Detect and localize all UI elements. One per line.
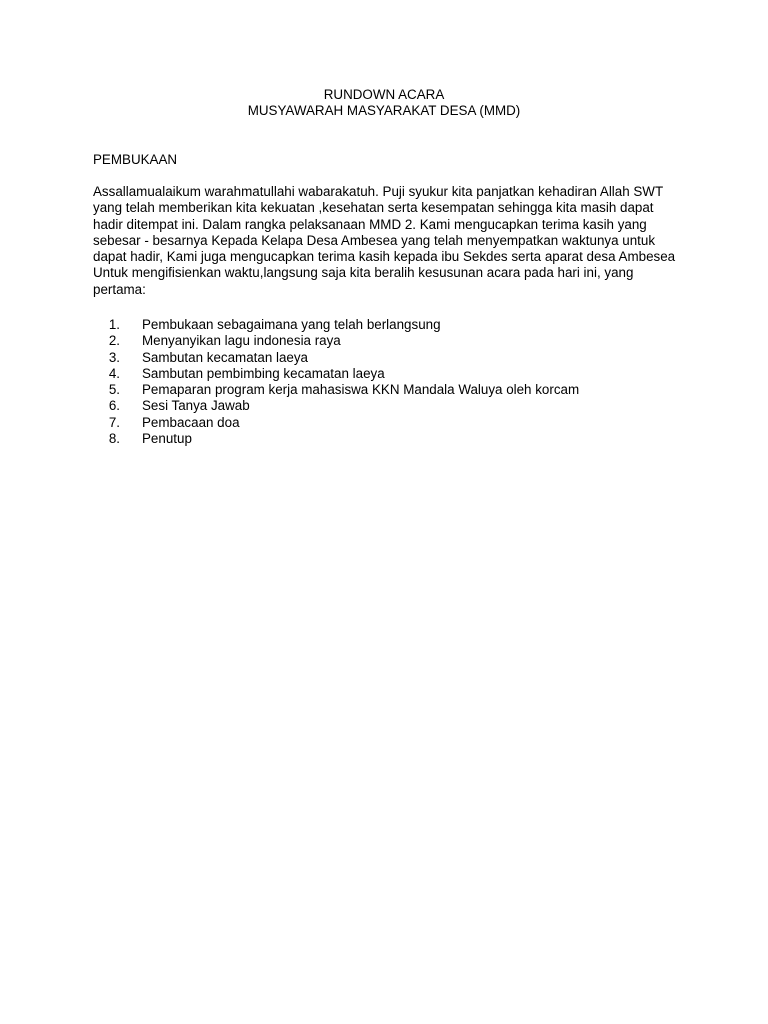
list-item-number: 3. <box>108 349 120 365</box>
paragraph-line: pertama: <box>93 281 146 297</box>
list-item-text: Menyanyikan lagu indonesia raya <box>142 333 341 349</box>
list-item-text: Penutup <box>142 431 192 447</box>
paragraph-line: dapat hadir, Kami juga mengucapkan terima kasih kepada ibu Sekdes serta aparat desa Ambesea <box>93 249 676 265</box>
list-item <box>93 398 579 414</box>
list-item-number: 6. <box>108 398 120 414</box>
list-item <box>93 382 579 398</box>
list-item <box>93 431 579 447</box>
list-item-number: 5. <box>108 382 120 398</box>
list-item-text: Pembacaan doa <box>142 414 240 430</box>
section-heading: PEMBUKAAN <box>93 152 178 167</box>
document-title <box>0 87 768 120</box>
agenda-list <box>93 317 579 447</box>
paragraph-line: yang telah memberikan kita kekuatan ,kesehatan serta kesempatan sehingga kita masih dapat <box>93 200 654 216</box>
list-item-number: 2. <box>108 333 120 349</box>
paragraph-line: hadir ditempat ini. Dalam rangka pelaksanaan MMD 2. Kami mengucapkan terima kasih yang <box>93 216 647 232</box>
paragraph-line: Assallamualaikum warahmatullahi wabarakatuh. Puji syukur kita panjatkan kehadiran Allah SWT <box>93 184 664 199</box>
list-item <box>93 350 579 366</box>
list-item-text: Pembukaan sebagaimana yang telah berlangsung <box>142 317 441 332</box>
list-item-text: Pemaparan program kerja mahasiswa KKN Mandala Waluya oleh korcam <box>142 382 580 398</box>
list-item-number: 7. <box>108 414 120 430</box>
list-item-text: Sesi Tanya Jawab <box>142 398 250 414</box>
list-item-number: 4. <box>108 365 120 381</box>
opening-paragraph <box>93 184 683 298</box>
list-item <box>93 415 579 431</box>
list-item <box>93 333 579 349</box>
paragraph-line: Untuk mengifisienkan waktu,langsung saja kita beralih kesusunan acara pada hari ini, yang <box>93 265 634 281</box>
list-item-number: 8. <box>108 431 120 447</box>
subtitle-line: MUSYAWARAH MASYARAKAT DESA (MMD) <box>247 103 521 119</box>
title-line: RUNDOWN ACARA <box>323 87 445 102</box>
list-item <box>93 366 579 382</box>
paragraph-line: sebesar - besarnya Kepada Kelapa Desa Ambesea yang telah menyempatkan waktunya untuk <box>93 232 656 248</box>
list-item-text: Sambutan kecamatan laeya <box>142 349 308 365</box>
list-item-number: 1. <box>108 317 120 332</box>
list-item <box>93 317 579 333</box>
list-item-text: Sambutan pembimbing kecamatan laeya <box>142 365 385 381</box>
